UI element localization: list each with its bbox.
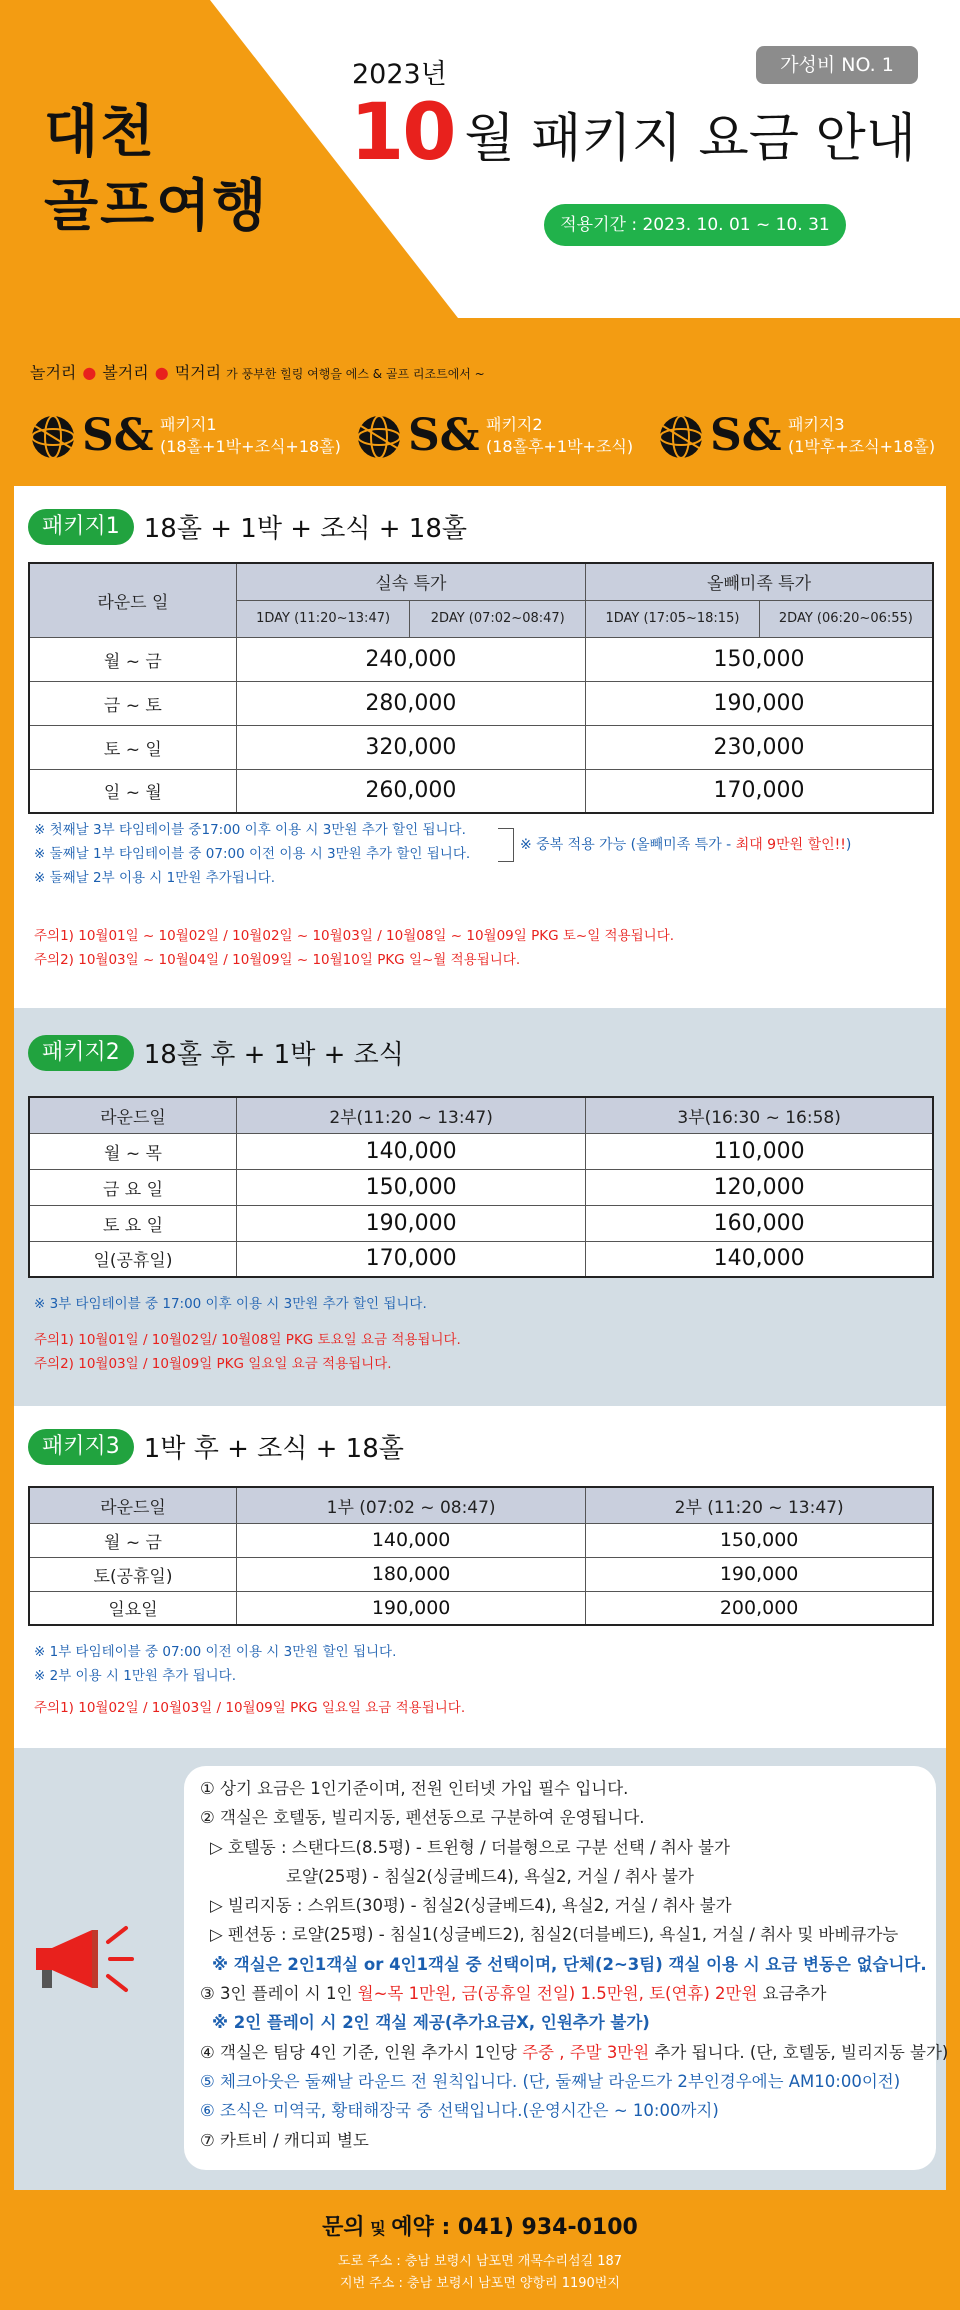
contact-line xyxy=(0,2210,960,2241)
row-day: 금 ~ 토 xyxy=(29,681,236,725)
note-bracket xyxy=(498,828,514,862)
notice-list xyxy=(200,1774,948,2155)
tagline-rest: 가 풍부한 힐링 여행을 에스 & 골프 리조트에서 ~ xyxy=(226,367,485,381)
table-row xyxy=(29,1133,933,1169)
row-day: 월 ~ 금 xyxy=(29,1523,236,1557)
logo-pkg-label xyxy=(486,414,633,458)
header-border xyxy=(0,318,960,330)
row-day: 월 ~ 목 xyxy=(29,1133,236,1169)
price-cell: 150,000 xyxy=(586,1523,933,1557)
tagline-item2: 볼거리 xyxy=(102,363,149,382)
logo-pkg-label xyxy=(160,414,341,458)
notice-line: ▷ 빌리지동 : 스위트(30평) - 침실2(싱글베드4), 욕실2, 거실 / 취사 불가 xyxy=(210,1896,732,1916)
logo-mark-text: S& xyxy=(408,410,480,461)
warning-line: 주의1) 10월01일 / 10월02일/ 10월08일 PKG 토요일 요금 적용됩니다. xyxy=(34,1332,461,1348)
notice-line xyxy=(200,2038,948,2067)
package2-warnings xyxy=(34,1328,461,1376)
period-badge: 적용기간 : 2023. 10. 01 ~ 10. 31 xyxy=(544,204,846,246)
duplicate-note xyxy=(520,834,851,854)
notice-line: ① 상기 요금은 1인기준이며, 전원 인터넷 가입 필수 입니다. xyxy=(200,1779,629,1798)
notice-line: ⑥ 조식은 미역국, 황태해장국 중 선택입니다.(운영시간은 ~ 10:00까지) xyxy=(200,2101,719,2121)
note-line: ※ 3부 타임테이블 중 17:00 이후 이용 시 3만원 추가 할인 됩니다. xyxy=(34,1296,427,1312)
price-cell: 200,000 xyxy=(586,1591,933,1625)
package3-warnings xyxy=(34,1696,465,1720)
sub-header: 2DAY (06:20~06:55) xyxy=(759,600,933,637)
row-day: 일(공휴일) xyxy=(29,1241,236,1277)
sn-globe-icon xyxy=(30,414,76,460)
notice-line: ⑦ 카트비 / 캐디피 별도 xyxy=(200,2130,369,2150)
notice-line: ② 객실은 호텔동, 빌리지동, 펜션동으로 구분하여 운영됩니다. xyxy=(200,1808,645,1828)
price-owl: 170,000 xyxy=(586,769,933,813)
notice-line: ※ 2인 플레이 시 2인 객실 제공(추가요금X, 인원추가 불가) xyxy=(212,2013,650,2033)
notice-highlight: 주중 , 주말 3만원 xyxy=(522,2042,650,2062)
table-row xyxy=(29,1557,933,1591)
package1-tag: 패키지1 xyxy=(28,509,134,545)
dup-note-text: ※ 중복 적용 가능 (올빼미족 특가 - xyxy=(520,837,736,853)
dup-note-highlight: 최대 9만원 할인!! xyxy=(735,837,846,853)
title-text: 월 패키지 요금 안내 xyxy=(464,108,916,169)
price-cell: 110,000 xyxy=(586,1133,933,1169)
bullet-dot-icon: ● xyxy=(82,363,97,382)
price-cell: 140,000 xyxy=(236,1133,585,1169)
price-value: 240,000 xyxy=(236,637,585,681)
logo-pkg-name: 패키지1 xyxy=(160,415,217,434)
notice-text: ③ 3인 플레이 시 1인 xyxy=(200,1984,358,2004)
note-line: ※ 둘째날 2부 이용 시 1만원 추가됩니다. xyxy=(34,870,276,886)
warning-line: 주의1) 10월01일 ~ 10월02일 / 10월02일 ~ 10월03일 / 10월08일 ~ 10월09일 PKG 토~일 적용됩니다. xyxy=(34,928,675,944)
package3-heading xyxy=(28,1428,404,1465)
notice-line: ⑤ 체크아웃은 둘째날 라운드 전 원칙입니다. (단, 둘째날 라운드가 2부인경우에는 AM10:00이전) xyxy=(200,2071,901,2091)
row-day: 토(공휴일) xyxy=(29,1557,236,1591)
package3-notes xyxy=(34,1640,396,1688)
group-header-value: 실속 특가 xyxy=(236,563,585,600)
row-day: 금 요 일 xyxy=(29,1169,236,1205)
col-header: 3부(16:30 ~ 16:58) xyxy=(586,1097,933,1133)
price-value: 320,000 xyxy=(236,725,585,769)
note-line: ※ 2부 이용 시 1만원 추가 됩니다. xyxy=(34,1668,236,1684)
lot-address: 지번 주소 : 충남 보령시 남포면 양항리 1190번지 xyxy=(340,2276,620,2291)
sub-header: 1DAY (11:20~13:47) xyxy=(236,600,410,637)
row-day: 일 ~ 월 xyxy=(29,769,236,813)
package2-tag: 패키지2 xyxy=(28,1035,134,1071)
notice-line xyxy=(200,1979,948,2008)
round-day-header: 라운드일 xyxy=(29,1487,236,1523)
table-row xyxy=(29,1241,933,1277)
logo-pkg-label xyxy=(788,414,935,458)
price-value: 280,000 xyxy=(236,681,585,725)
price-owl: 230,000 xyxy=(586,725,933,769)
notice-text: 요금추가 xyxy=(757,1984,827,2004)
notice-highlight: 월~목 1만원, 금(공휴일 전일) 1.5만원, 토(연휴) 2만원 xyxy=(357,1984,758,2004)
package3-tag: 패키지3 xyxy=(28,1429,134,1465)
package1-warnings xyxy=(34,924,674,972)
megaphone-icon xyxy=(30,1918,140,1998)
package2-heading xyxy=(28,1034,404,1071)
note-line: ※ 둘째날 1부 타임테이블 중 07:00 이전 이용 시 3만원 추가 할인 됩니다. xyxy=(34,846,471,862)
note-line: ※ 첫째날 3부 타임테이블 중17:00 이후 이용 시 3만원 추가 할인 됩니다. xyxy=(34,822,466,838)
price-cell: 140,000 xyxy=(236,1523,585,1557)
contact-label: 문의 xyxy=(322,2215,365,2240)
group-header-owl: 올빼미족 특가 xyxy=(586,563,933,600)
price-cell: 140,000 xyxy=(586,1241,933,1277)
round-day-header: 라운드 일 xyxy=(29,563,236,637)
brand-line2: 골프여행 xyxy=(44,174,269,239)
contact-joiner: 및 xyxy=(364,2219,392,2238)
notice-text: ④ 객실은 팀당 4인 기준, 인원 추가시 1인당 xyxy=(200,2042,523,2062)
package1-title: 18홀 + 1박 + 조식 + 18홀 xyxy=(143,514,467,544)
table-row xyxy=(29,1169,933,1205)
price-owl: 150,000 xyxy=(586,637,933,681)
package1-table xyxy=(28,562,934,814)
price-cell: 190,000 xyxy=(586,1557,933,1591)
notice-line: ※ 객실은 2인1객실 or 4인1객실 중 선택이며, 단체(2~3팀) 객실 이용 시 요금 변동은 없습니다. xyxy=(212,1954,927,1974)
price-cell: 180,000 xyxy=(236,1557,585,1591)
brand-line1: 대천 xyxy=(44,100,157,165)
row-day: 일요일 xyxy=(29,1591,236,1625)
price-owl: 190,000 xyxy=(586,681,933,725)
price-cell: 120,000 xyxy=(586,1169,933,1205)
road-address: 도로 주소 : 충남 보령시 남포면 개목수리섬길 187 xyxy=(337,2254,623,2269)
price-cell: 190,000 xyxy=(236,1591,585,1625)
table-row xyxy=(29,1205,933,1241)
sub-header: 2DAY (07:02~08:47) xyxy=(410,600,586,637)
dup-note-end: ) xyxy=(845,837,852,853)
warning-line: 주의2) 10월03일 ~ 10월04일 / 10월09일 ~ 10월10일 PKG 일~월 적용됩니다. xyxy=(34,952,521,968)
col-header: 2부 (11:20 ~ 13:47) xyxy=(586,1487,933,1523)
price-value: 260,000 xyxy=(236,769,585,813)
title-month: 10 xyxy=(350,88,455,178)
table-row xyxy=(29,725,933,769)
table-row xyxy=(29,681,933,725)
logo-pkg-desc: (18홀후+1박+조식) xyxy=(486,437,634,456)
col-header: 2부(11:20 ~ 13:47) xyxy=(236,1097,585,1133)
warning-line: 주의2) 10월03일 / 10월09일 PKG 일요일 요금 적용됩니다. xyxy=(34,1356,392,1372)
package3-title: 1박 후 + 조식 + 18홀 xyxy=(143,1434,404,1464)
sub-header: 1DAY (17:05~18:15) xyxy=(586,600,760,637)
logo-pkg-desc: (18홀+1박+조식+18홀) xyxy=(160,437,341,456)
sn-globe-icon xyxy=(356,414,402,460)
package2-title: 18홀 후 + 1박 + 조식 xyxy=(143,1040,404,1070)
row-day: 월 ~ 금 xyxy=(29,637,236,681)
note-line: ※ 1부 타임테이블 중 07:00 이전 이용 시 3만원 할인 됩니다. xyxy=(34,1644,397,1660)
table-row xyxy=(29,637,933,681)
col-header: 1부 (07:02 ~ 08:47) xyxy=(236,1487,585,1523)
package3-table xyxy=(28,1486,934,1626)
sn-globe-icon xyxy=(658,414,704,460)
brand-title xyxy=(44,96,268,244)
tagline xyxy=(30,360,485,383)
table-row xyxy=(29,769,933,813)
page-title xyxy=(350,88,916,178)
tagline-item1: 놀거리 xyxy=(30,363,77,382)
notice-line: ▷ 호텔동 : 스탠다드(8.5평) - 트윈형 / 더블형으로 구분 선택 / 취사 불가 xyxy=(210,1837,730,1857)
round-day-header: 라운드일 xyxy=(29,1097,236,1133)
price-cell: 190,000 xyxy=(236,1205,585,1241)
row-day: 토 ~ 일 xyxy=(29,725,236,769)
warning-line: 주의1) 10월02일 / 10월03일 / 10월09일 PKG 일요일 요금 적용됩니다. xyxy=(34,1700,466,1716)
table-row xyxy=(29,1591,933,1625)
price-cell: 160,000 xyxy=(586,1205,933,1241)
price-cell: 170,000 xyxy=(236,1241,585,1277)
price-cell: 150,000 xyxy=(236,1169,585,1205)
notice-line: ▷ 펜션동 : 로얄(25평) - 침실1(싱글베드2), 침실2(더블베드), 욕실1, 거실 / 취사 및 바베큐가능 xyxy=(210,1925,899,1945)
logo-pkg-name: 패키지3 xyxy=(788,415,845,434)
contact-phone[interactable]: 예약 : 041) 934-0100 xyxy=(391,2215,638,2240)
logo-mark-text: S& xyxy=(710,410,782,461)
logo-pkg-desc: (1박후+조식+18홀) xyxy=(788,437,936,456)
value-badge: 가성비 NO. 1 xyxy=(756,46,918,84)
row-day: 토 요 일 xyxy=(29,1205,236,1241)
notice-text: 추가 됩니다. (단, 호텔동, 빌리지동 불가) xyxy=(649,2042,949,2062)
package1-notes xyxy=(34,818,470,890)
logo-pkg-name: 패키지2 xyxy=(486,415,543,434)
table-row xyxy=(29,1523,933,1557)
logo-mark-text: S& xyxy=(82,410,154,461)
bullet-dot-icon: ● xyxy=(154,363,169,382)
package2-table xyxy=(28,1096,934,1278)
package1-heading xyxy=(28,508,467,545)
notice-line: 로얄(25평) - 침실2(싱글베드4), 욕실2, 거실 / 취사 불가 xyxy=(286,1866,694,1886)
tagline-item3: 먹거리 xyxy=(174,363,222,382)
package2-notes xyxy=(34,1292,427,1316)
year-label: 2023년 xyxy=(352,59,447,90)
